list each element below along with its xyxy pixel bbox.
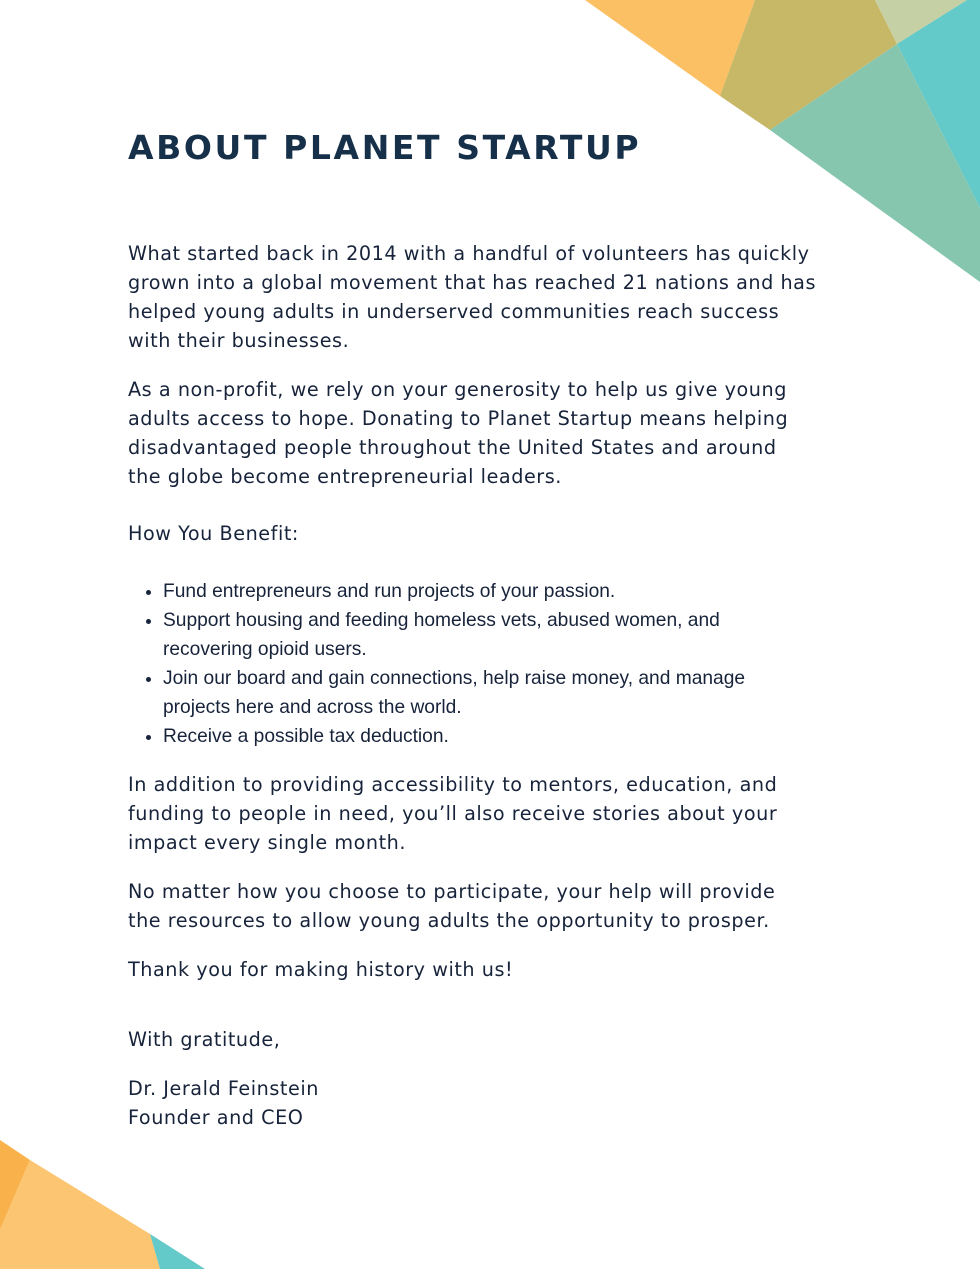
- page-title: ABOUT PLANET STARTUP: [128, 128, 642, 167]
- signer-name: Dr. Jerald Feinstein: [128, 1077, 319, 1100]
- list-item: • Support housing and feeding homeless vets, abused women, and recovering opioid users.: [163, 606, 808, 664]
- nonprofit-paragraph: As a non-profit, we rely on your generosity to help us give young adults access to hope. Donating to Planet Startup means helping disadvantaged people throughout the United States and around the globe become entrepreneurial leaders.: [128, 378, 789, 488]
- benefits-list: [128, 577, 808, 751]
- list-item: • Join our board and gain connections, help raise money, and manage projects here and across the world.: [163, 664, 808, 722]
- valediction: With gratitude,: [128, 1028, 281, 1051]
- participate-paragraph: No matter how you choose to participate, your help will provide the resources to allow young adults the opportunity to prosper.: [128, 880, 776, 932]
- intro-paragraph: What started back in 2014 with a handful of volunteers has quickly grown into a global movement that has reached 21 nations and has helped young adults in underserved communities reach success with their businesses.: [128, 242, 817, 352]
- benefit-heading: How You Benefit:: [128, 522, 299, 545]
- orange-triangle-bottom-light: [0, 1160, 160, 1269]
- signer-role: Founder and CEO: [128, 1106, 304, 1129]
- thanks-paragraph: Thank you for making history with us!: [128, 958, 514, 981]
- list-item: • Receive a possible tax deduction.: [163, 722, 808, 751]
- list-item: • Fund entrepreneurs and run projects of your passion.: [163, 577, 808, 606]
- addition-paragraph: In addition to providing accessibility to mentors, education, and funding to people in need, you’ll also receive stories about your impact every single month.: [128, 773, 778, 854]
